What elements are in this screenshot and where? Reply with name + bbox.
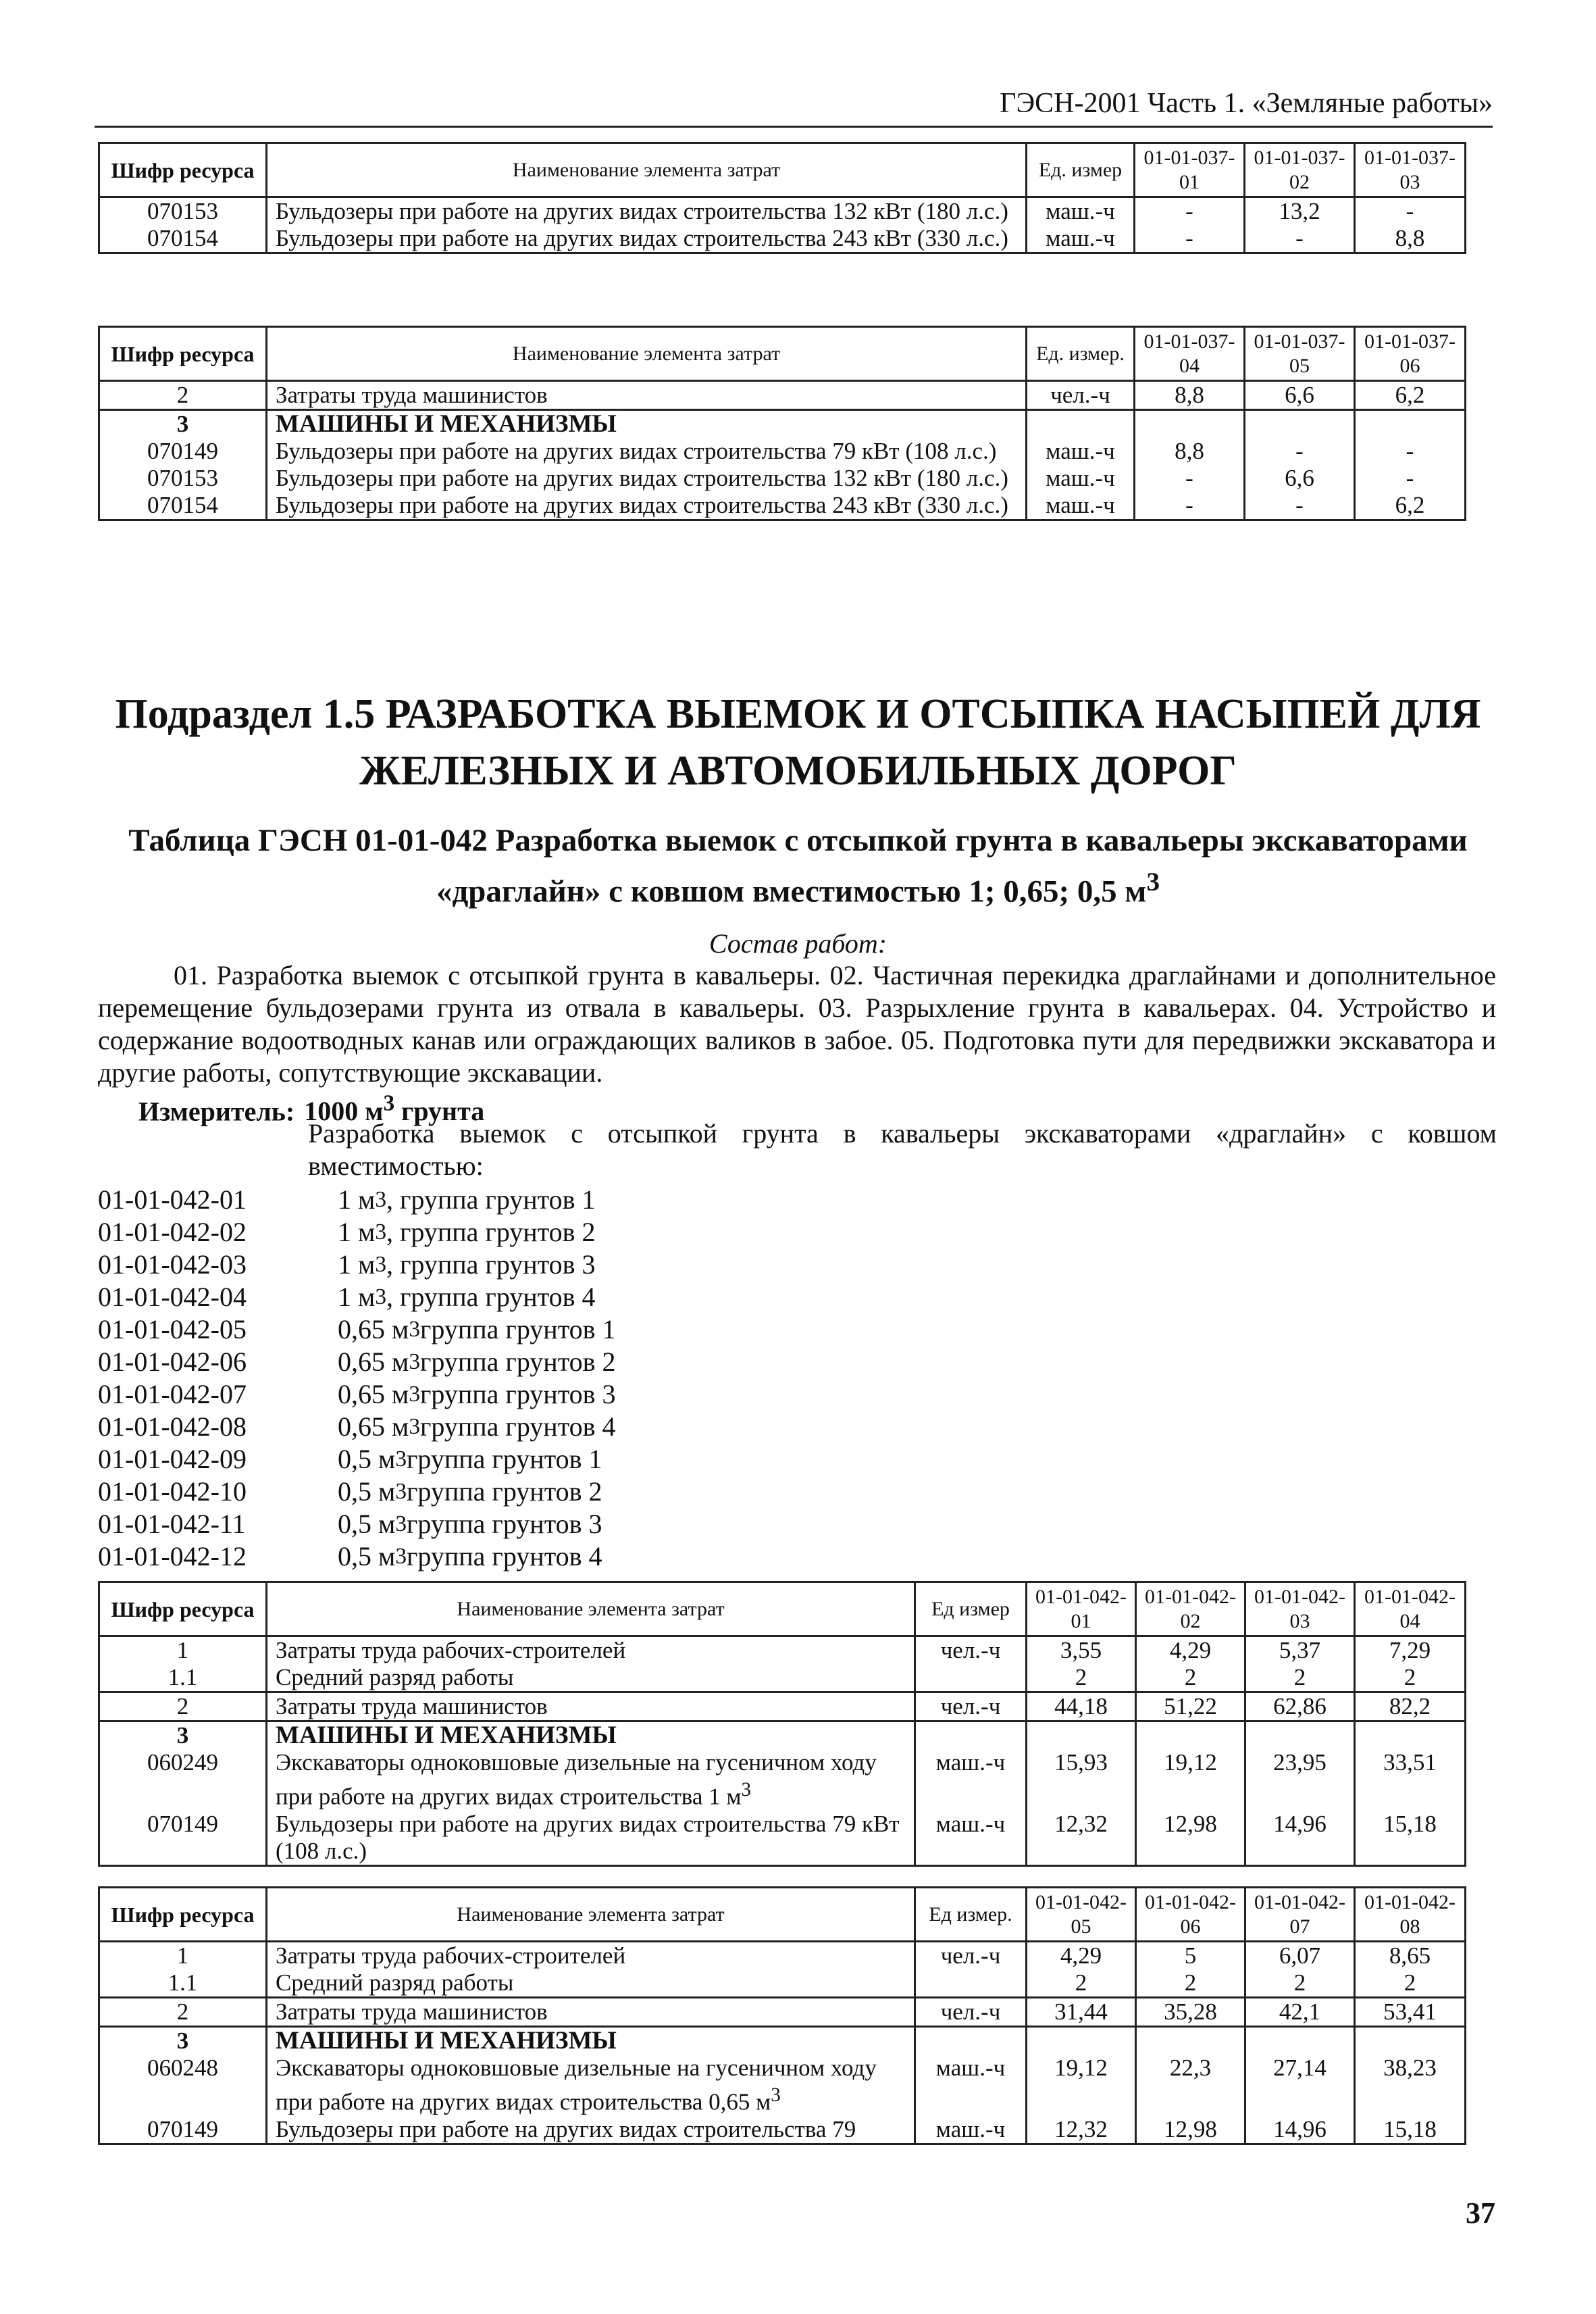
item-volume: 0,65 м [338,1379,409,1409]
resource-name: Бульдозеры при работе на других видах строительства 132 кВт (180 л.с.) [267,465,1027,492]
norm-value: 12,32 [1027,1811,1136,1866]
list-item [98,1443,616,1476]
resource-code: 070149 [99,438,267,465]
resource-name-text: Экскаваторы одноковшовые дизельные на гусеничном ходу при работе на других видах строительства 0,65 м [276,2055,877,2115]
norm-value: - [1355,197,1466,226]
norm-value: 6,6 [1245,381,1355,410]
column-header-unit: Ед измер. [915,1888,1027,1942]
norm-value: 6,2 [1355,492,1466,520]
resource-name: Бульдозеры при работе на других видах строительства 79 кВт (108 л.с.) [267,1811,915,1866]
resource-name: Затраты труда рабочих-строителей [267,1942,915,1970]
meter-label: Измеритель: [138,1096,295,1127]
column-header-code: Шифр ресурса [99,1888,267,1942]
item-volume: 1 м [338,1282,376,1312]
column-header-norm: 01-01-037-05 [1245,327,1355,381]
table-row [99,2116,1466,2144]
norm-value: 8,8 [1135,438,1245,465]
column-header-code: Шифр ресурса [99,1582,267,1636]
norm-value: 3,55 [1027,1636,1136,1665]
norm-value: 7,29 [1355,1636,1466,1665]
item-code: 01-01-042-05 [98,1314,247,1344]
resource-code: 070154 [99,225,267,253]
column-header-norm: 01-01-042-05 [1027,1888,1136,1942]
norm-value: 42,1 [1245,1998,1355,2027]
norm-value: 19,12 [1027,2055,1136,2116]
item-volume: 1 м [338,1249,376,1280]
norm-value: 15,93 [1027,1749,1136,1811]
norm-value: 31,44 [1027,1998,1136,2027]
item-code: 01-01-042-12 [98,1541,247,1571]
superscript: 3 [409,1317,420,1342]
table-row [99,1969,1466,1998]
resource-unit: маш.-ч [1027,225,1135,253]
norm-value: 2 [1245,1664,1355,1692]
norm-value: 8,65 [1355,1942,1466,1970]
column-header-code: Шифр ресурса [99,143,267,197]
norm-value: 4,29 [1136,1636,1245,1665]
resource-code: 1.1 [99,1969,267,1998]
norm-value: 12,98 [1136,2116,1245,2144]
resource-code: 060248 [99,2055,267,2116]
norm-value: - [1245,492,1355,520]
norm-value: 23,95 [1245,1749,1355,1811]
norm-value: 8,8 [1135,381,1245,410]
resource-unit: маш.-ч [1027,492,1135,520]
resource-code: 2 [99,1692,267,1721]
column-header-norm: 01-01-042-07 [1245,1888,1355,1942]
item-text: группа грунтов 4 [406,1541,602,1571]
item-text: группа грунтов 1 [406,1444,602,1474]
norm-value: 5,37 [1245,1636,1355,1665]
item-code: 01-01-042-06 [98,1347,247,1377]
superscript: 3 [375,1284,386,1309]
superscript: 3 [1146,867,1160,897]
item-text: , группа грунтов 3 [386,1249,596,1280]
norm-value: 6,2 [1355,381,1466,410]
column-header-norm: 01-01-037-06 [1355,327,1466,381]
item-volume: 1 м [338,1184,376,1215]
list-item [98,1540,616,1573]
group-heading: МАШИНЫ И МЕХАНИЗМЫ [267,1721,915,1750]
superscript: 3 [375,1187,386,1212]
norm-value: 33,51 [1355,1749,1466,1811]
item-text: , группа грунтов 1 [386,1184,596,1215]
group-heading: МАШИНЫ И МЕХАНИЗМЫ [267,410,1027,438]
resource-code: 070153 [99,465,267,492]
resource-unit: маш.-ч [915,1749,1027,1811]
norm-value: 82,2 [1355,1692,1466,1721]
item-text: , группа грунтов 4 [386,1282,596,1312]
table-row [99,438,1466,465]
resource-unit: чел.-ч [915,1998,1027,2027]
norm-value: - [1135,465,1245,492]
resource-table-042-05 [98,1886,1466,2145]
resource-code: 3 [99,410,267,438]
resource-name: Бульдозеры при работе на других видах строительства 79 кВт (108 л.с.) [267,438,1027,465]
resource-name: Затраты труда машинистов [267,1692,915,1721]
table-row [99,1664,1466,1692]
norm-value: - [1245,225,1355,253]
resource-name: Бульдозеры при работе на других видах строительства 79 [267,2116,915,2144]
column-header-norm: 01-01-042-03 [1245,1582,1355,1636]
norm-value: 2 [1355,1664,1466,1692]
norm-value: 14,96 [1245,2116,1355,2144]
table-row [99,1692,1466,1721]
composition-heading: Состав работ: [709,928,887,959]
resource-code: 3 [99,2027,267,2055]
item-volume: 0,65 м [338,1347,409,1377]
resource-name: Затраты труда машинистов [267,1998,915,2027]
item-text: группа грунтов 3 [406,1509,602,1539]
resource-unit: маш.-ч [915,1811,1027,1866]
norm-value: 2 [1027,1969,1136,1998]
resource-name: Затраты труда машинистов [267,381,1027,410]
norm-value: 12,98 [1136,1811,1245,1866]
superscript: 3 [395,1544,407,1569]
superscript: 3 [409,1414,420,1439]
superscript: 3 [383,1091,395,1116]
list-item [98,1216,616,1249]
superscript: 3 [741,1779,752,1801]
resource-unit: маш.-ч [1027,438,1135,465]
resource-unit: маш.-ч [1027,465,1135,492]
item-text: группа грунтов 3 [419,1379,616,1409]
norm-value: 4,29 [1027,1942,1136,1970]
superscript: 3 [395,1479,407,1504]
table-row-group [99,1721,1466,1750]
column-header-name: Наименование элемента затрат [267,1888,915,1942]
resource-table-037-04 [98,326,1466,521]
norm-value: 35,28 [1136,1998,1245,2027]
norm-value: - [1355,438,1466,465]
norm-value: 14,96 [1245,1811,1355,1866]
list-item [98,1281,616,1313]
column-header-norm: 01-01-037-04 [1135,327,1245,381]
norm-value: 6,07 [1245,1942,1355,1970]
resource-name: Средний разряд работы [267,1664,915,1692]
resource-unit: чел.-ч [915,1942,1027,1970]
norm-value: - [1135,492,1245,520]
norm-value: 62,86 [1245,1692,1355,1721]
running-header: ГЭСН-2001 Часть 1. «Земляные работы» [95,86,1493,128]
resource-code: 2 [99,1998,267,2027]
item-code: 01-01-042-03 [98,1249,247,1280]
norm-value: 2 [1136,1664,1245,1692]
resource-unit: чел.-ч [915,1692,1027,1721]
work-description: Разработка выемок с отсыпкой грунта в кавальеры экскаваторами «драглайн» с ковшом вместимостью: [308,1118,1497,1181]
resource-unit: чел.-ч [915,1636,1027,1665]
superscript: 3 [395,1511,407,1536]
norm-value: 15,18 [1355,1811,1466,1866]
column-header-norm: 01-01-042-04 [1355,1582,1466,1636]
resource-unit: маш.-ч [915,2116,1027,2144]
section-title: Подраздел 1.5 РАЗРАБОТКА ВЫЕМОК И ОТСЫПКА НАСЫПЕЙ ДЛЯ ЖЕЛЕЗНЫХ И АВТОМОБИЛЬНЫХ ДОРОГ [115,691,1481,794]
table-row [99,1636,1466,1665]
superscript: 3 [771,2084,781,2106]
norm-value: 13,2 [1245,197,1355,226]
resource-name: Затраты труда рабочих-строителей [267,1636,915,1665]
item-volume: 1 м [338,1217,376,1247]
norm-value: 2 [1136,1969,1245,1998]
table-row [99,225,1466,253]
item-volume: 0,5 м [338,1444,396,1474]
norm-value: 15,18 [1355,2116,1466,2144]
resource-unit: чел.-ч [1027,381,1135,410]
resource-name: Средний разряд работы [267,1969,915,1998]
column-header-norm: 01-01-042-02 [1136,1582,1245,1636]
list-item [98,1346,616,1378]
item-code: 01-01-042-08 [98,1411,247,1442]
norm-value: 8,8 [1355,225,1466,253]
item-code: 01-01-042-07 [98,1379,247,1409]
resource-name [267,2055,915,2116]
item-volume: 0,65 м [338,1411,409,1442]
superscript: 3 [375,1219,386,1244]
table-title [95,820,1501,913]
item-text: группа грунтов 4 [419,1411,616,1442]
norm-value: 22,3 [1136,2055,1245,2116]
list-item [98,1184,616,1216]
column-header-unit: Ед измер [915,1582,1027,1636]
norm-value: 53,41 [1355,1998,1466,2027]
table-row [99,1749,1466,1811]
resource-name [267,1749,915,1811]
composition-text: 01. Разработка выемок с отсыпкой грунта в кавальеры. 02. Частичная перекидка драглайнами и дополнительное перемещение бульдозерами грунта из отвала в кавальеры. 03. Разрыхление грунта в кавальерах. 04. Устройство и содержание водоотводных канав или ограждающих валиков в забое. 05. Подготовка пути для передвижки экскаватора и другие работы, сопутствующие экскавации. [98,960,1496,1088]
resource-table-037-01 [98,142,1466,254]
item-text: , группа грунтов 2 [386,1217,596,1247]
item-volume: 0,5 м [338,1541,396,1571]
table-row [99,381,1466,410]
item-text: группа грунтов 2 [419,1347,616,1377]
resource-code: 1.1 [99,1664,267,1692]
norm-value: 38,23 [1355,2055,1466,2116]
column-header-name: Наименование элемента затрат [267,143,1027,197]
resource-code: 1 [99,1636,267,1665]
resource-code: 070149 [99,1811,267,1866]
column-header-norm: 01-01-042-08 [1355,1888,1466,1942]
column-header-unit: Ед. измер [1027,143,1135,197]
resource-name-text: Экскаваторы одноковшовые дизельные на гусеничном ходу при работе на других видах строительства 1 м [276,1749,877,1810]
column-header-code: Шифр ресурса [99,327,267,381]
item-code: 01-01-042-02 [98,1217,247,1247]
table-row [99,197,1466,226]
norm-value: 27,14 [1245,2055,1355,2116]
resource-code: 3 [99,1721,267,1750]
resource-name: Бульдозеры при работе на других видах строительства 243 кВт (330 л.с.) [267,492,1027,520]
resource-code: 070153 [99,197,267,226]
list-item [98,1508,616,1540]
resource-unit [915,1664,1027,1692]
table-row [99,1811,1466,1866]
list-item [98,1476,616,1508]
page-number: 37 [1466,2196,1495,2230]
norm-value: 2 [1355,1969,1466,1998]
column-header-unit: Ед. измер. [1027,327,1135,381]
table-row [99,1942,1466,1970]
resource-code: 060249 [99,1749,267,1811]
resource-code: 070154 [99,492,267,520]
table-row-group [99,410,1466,438]
item-text: группа грунтов 1 [419,1314,616,1344]
column-header-name: Наименование элемента затрат [267,1582,915,1636]
work-items-list [98,1184,616,1573]
resource-name: Бульдозеры при работе на других видах строительства 243 кВт (330 л.с.) [267,225,1027,253]
table-row [99,1998,1466,2027]
norm-value: 6,6 [1245,465,1355,492]
column-header-norm: 01-01-042-06 [1136,1888,1245,1942]
table-row [99,492,1466,520]
item-code: 01-01-042-11 [98,1509,246,1539]
item-code: 01-01-042-10 [98,1476,247,1507]
resource-unit [915,1969,1027,1998]
item-volume: 0,5 м [338,1509,396,1539]
meter-value-unit: грунта [394,1096,485,1127]
item-volume: 0,65 м [338,1314,409,1344]
norm-value: 51,22 [1136,1692,1245,1721]
superscript: 3 [409,1382,420,1407]
list-item [98,1249,616,1281]
list-item [98,1313,616,1346]
resource-code: 1 [99,1942,267,1970]
resource-unit: маш.-ч [1027,197,1135,226]
superscript: 3 [395,1447,407,1472]
norm-value: - [1135,197,1245,226]
column-header-norm: 01-01-037-01 [1135,143,1245,197]
resource-table-042-01 [98,1581,1466,1867]
item-volume: 0,5 м [338,1476,396,1507]
item-text: группа грунтов 2 [406,1476,602,1507]
column-header-norm: 01-01-037-02 [1245,143,1355,197]
list-item [98,1411,616,1443]
column-header-name: Наименование элемента затрат [267,327,1027,381]
table-row [99,2055,1466,2116]
table-row-group [99,2027,1466,2055]
list-item [98,1378,616,1411]
norm-value: 2 [1027,1664,1136,1692]
resource-unit: маш.-ч [915,2055,1027,2116]
table-title-text: Таблица ГЭСН 01-01-042 Разработка выемок с отсыпкой грунта в кавальеры экскаваторами «драглайн» с ковшом вместимостью 1; 0,65; 0,5 м [128,823,1468,909]
item-code: 01-01-042-01 [98,1184,247,1215]
norm-value: - [1135,225,1245,253]
norm-value: 5 [1136,1942,1245,1970]
item-code: 01-01-042-09 [98,1444,247,1474]
norm-value: 19,12 [1136,1749,1245,1811]
column-header-norm: 01-01-037-03 [1355,143,1466,197]
norm-value: - [1355,465,1466,492]
norm-value: 12,32 [1027,2116,1136,2144]
norm-value: - [1245,438,1355,465]
table-row [99,465,1466,492]
meter-value-number: 1000 м [304,1096,384,1127]
resource-name: Бульдозеры при работе на других видах строительства 132 кВт (180 л.с.) [267,197,1027,226]
norm-value: 44,18 [1027,1692,1136,1721]
resource-code: 2 [99,381,267,410]
superscript: 3 [375,1252,386,1277]
column-header-norm: 01-01-042-01 [1027,1582,1136,1636]
group-heading: МАШИНЫ И МЕХАНИЗМЫ [267,2027,915,2055]
superscript: 3 [409,1349,420,1374]
item-code: 01-01-042-04 [98,1282,247,1312]
norm-value: 2 [1245,1969,1355,1998]
resource-code: 070149 [99,2116,267,2144]
